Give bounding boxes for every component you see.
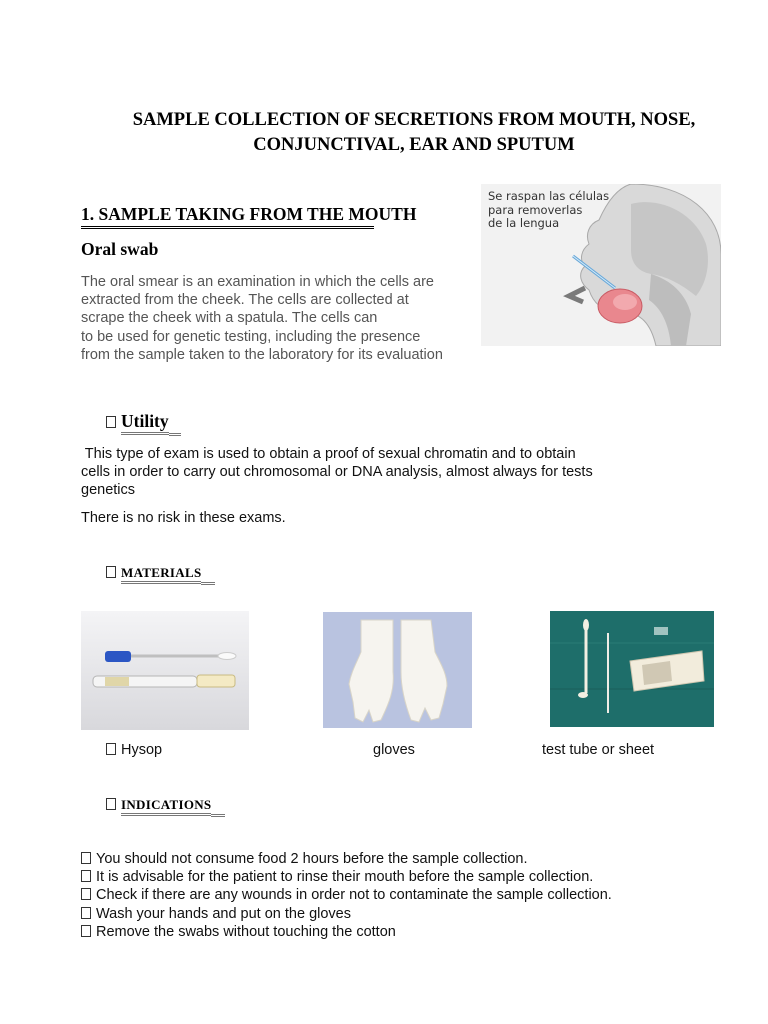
document-title xyxy=(100,108,728,158)
material-caption-text: Hysop xyxy=(121,742,163,758)
figure-caption-line: para removerlas xyxy=(488,202,583,217)
list-item xyxy=(81,886,612,904)
heading-underline xyxy=(81,226,374,227)
list-item xyxy=(81,905,612,923)
list-item-text: Remove the swabs without touching the cotton xyxy=(96,923,396,940)
utility-heading xyxy=(106,411,181,436)
section-heading-mouth-text: 1. SAMPLE TAKING FROM THE MOUTH xyxy=(81,204,417,224)
heading-underline-extension xyxy=(211,797,225,817)
paragraph-line: genetics xyxy=(81,482,136,499)
materials-heading-text: MATERIALS xyxy=(121,565,201,584)
bullet-placeholder-icon xyxy=(81,852,91,864)
no-risk-note: There is no risk in these exams. xyxy=(81,510,286,526)
utility-heading-text: Utility xyxy=(121,411,169,435)
mouth-anatomy-figure xyxy=(481,184,721,346)
title-line-1: SAMPLE COLLECTION OF SECRETIONS FROM MOUTH, NOSE, xyxy=(132,110,696,130)
indications-heading xyxy=(106,797,225,817)
bullet-placeholder-icon xyxy=(81,925,91,937)
utility-paragraph xyxy=(81,445,593,500)
list-item xyxy=(81,923,612,941)
materials-heading xyxy=(106,565,215,585)
paragraph-line: scrape the cheek with a spatula. The cells can xyxy=(81,310,378,327)
indications-list xyxy=(81,850,612,941)
list-item-text: Wash your hands and put on the gloves xyxy=(96,905,351,922)
heading-underline-second xyxy=(81,228,374,229)
list-item-text: It is advisable for the patient to rinse their mouth before the sample collection. xyxy=(96,869,594,886)
gloves-photo xyxy=(323,612,472,728)
figure-caption-line: Se raspan las células xyxy=(488,189,610,203)
test-tube-photo xyxy=(550,611,714,727)
figure-caption-line: de la lengua xyxy=(488,216,560,231)
paragraph-line: extracted from the cheek. The cells are collected at xyxy=(81,292,409,309)
indications-heading-text: INDICATIONS xyxy=(121,797,211,816)
bullet-placeholder-icon xyxy=(81,907,91,919)
gloves-illustration xyxy=(323,612,472,728)
tray-illustration xyxy=(550,611,714,727)
bullet-placeholder-icon xyxy=(81,870,91,882)
swab-illustration xyxy=(81,611,249,730)
list-item-text: Check if there are any wounds in order not to contaminate the sample collection. xyxy=(96,887,612,904)
material-caption-tube: test tube or sheet xyxy=(542,742,655,758)
section-heading-mouth xyxy=(81,204,416,225)
title-line-2: CONJUNCTIVAL, EAR AND SPUTUM xyxy=(253,135,575,155)
subheading-oral-swab: Oral swab xyxy=(81,239,159,259)
paragraph-line: cells in order to carry out chromosomal or DNA analysis, almost always for tests xyxy=(81,464,593,481)
bullet-placeholder-icon xyxy=(106,743,116,755)
heading-underline-extension xyxy=(169,411,181,436)
bullet-placeholder-icon xyxy=(81,888,91,900)
bullet-placeholder-icon xyxy=(106,798,116,810)
list-item xyxy=(81,868,612,886)
paragraph-line: to be used for genetic testing, including the presence xyxy=(81,328,421,345)
paragraph-line: The oral smear is an examination in which the cells are xyxy=(81,274,434,290)
material-caption-swab xyxy=(106,741,162,759)
swab-photo xyxy=(81,611,249,730)
list-item-text: You should not consume food 2 hours before the sample collection. xyxy=(96,851,528,867)
bullet-placeholder-icon xyxy=(106,416,116,428)
bullet-placeholder-icon xyxy=(106,566,116,578)
list-item xyxy=(81,850,612,868)
oral-swab-paragraph xyxy=(81,273,443,364)
paragraph-line: This type of exam is used to obtain a proof of sexual chromatin and to obtain xyxy=(81,446,576,462)
material-caption-gloves: gloves xyxy=(373,742,415,758)
paragraph-line: from the sample taken to the laboratory for its evaluation xyxy=(81,346,443,363)
heading-underline-extension xyxy=(201,565,215,585)
figure-caption xyxy=(488,190,609,231)
